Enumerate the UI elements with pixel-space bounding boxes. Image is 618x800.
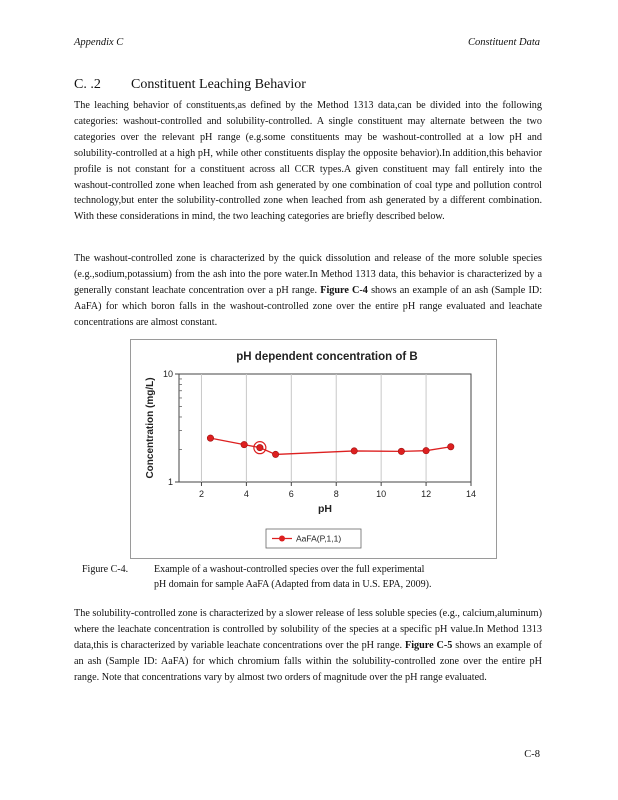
- data-point: [351, 448, 357, 454]
- paragraph-text: shows an example of an ash (Sample ID: AaFA) for which chromium falls within the solubility-controlled zone over the entire pH range. Note that concentrations vary by almost two orders of magnitude over the pH range evaluated.: [74, 639, 543, 683]
- paragraph-solubility-controlled: [74, 606, 542, 686]
- caption-label: Figure C-4.: [82, 564, 129, 575]
- paragraph-leaching-behavior: The leaching behavior of constituents,as defined by the Method 1313 data,can be divided into the following categories: washout-controlled and solubility-controlled. A single constituent may alternate between the two categories over the relevant pH range (e.g.some constituents may be washout-controlled at a low pH and solubility-controlled at a high pH, while other constituents display the opposite behavior).In addition,this behavior profile is not constant for a constituent across all CCR types.A given constituent may fall entirely into the washout-controlled zone when leached from ash generated by one combination of coal type and pollution control technology,but enter the solubility-controlled zone when leached from ash generated by a different combination. With these considerations in mind, the two leaching categories are briefly described below.: [74, 100, 542, 223]
- caption-line-1: Example of a washout-controlled species over the full experimental: [154, 564, 425, 575]
- legend-marker: [279, 536, 285, 542]
- x-tick-label: 8: [333, 489, 339, 499]
- section-title: Constituent Leaching Behavior: [131, 77, 306, 92]
- data-point: [398, 448, 404, 454]
- legend-label: AaFA(P,1,1): [296, 533, 342, 544]
- plot-area: [179, 374, 471, 482]
- data-point: [423, 447, 429, 453]
- figure-caption: [82, 562, 542, 592]
- data-point: [241, 441, 247, 447]
- x-tick-label: 4: [243, 489, 249, 499]
- x-tick-label: 2: [198, 489, 204, 499]
- chart-frame: [130, 339, 497, 559]
- paragraph-text: The washout-controlled zone is characterized by the quick dissolution and release of the more soluble species (e.g.,sodium,potassium) from the ash into the pore water.In Method 1313 data, this behavior is characterized by a generally constant leachate concentration over a pH range.: [74, 253, 542, 296]
- figure-reference: Figure C-4: [320, 284, 368, 296]
- running-header-left: Appendix C: [74, 37, 124, 48]
- chart-boron-ph: [131, 340, 496, 558]
- x-tick-label: 14: [465, 489, 477, 499]
- x-tick-label: 6: [288, 489, 294, 499]
- paragraph-text: shows an example of an ash (Sample ID: AaFA) for which boron falls in the washout-controlled zone over the entire pH range evaluated and leachate concentrations are almost constant.: [74, 284, 543, 328]
- data-point: [448, 444, 454, 450]
- y-tick-label: 10: [162, 369, 173, 379]
- figure-reference: Figure C-5: [404, 639, 453, 651]
- running-header-right: Constituent Data: [467, 37, 540, 48]
- data-point: [207, 435, 213, 441]
- data-point: [257, 444, 263, 450]
- paragraph-washout-controlled: [74, 251, 542, 331]
- caption-line-2: pH domain for sample AaFA (Adapted from data in U.S. EPA, 2009).: [154, 579, 432, 590]
- page-number: C-8: [524, 749, 540, 760]
- x-tick-label: 10: [376, 489, 387, 499]
- paragraph-text: The solubility-controlled zone is characterized by a slower release of less soluble species (e.g., calcium,aluminum) where the leachate concentration is controlled by solubility of the species at a specific pH value.In Method 1313 data,this is characterized by variable leachate concentrations over the pH range.: [74, 608, 542, 651]
- y-axis-title: Concentration (mg/L): [145, 377, 156, 479]
- x-tick-label: 12: [421, 489, 432, 499]
- section-heading: [74, 77, 306, 93]
- section-number: C. .2: [74, 77, 101, 92]
- y-tick-label: 1: [167, 477, 173, 487]
- chart-title: pH dependent concentration of B: [236, 351, 418, 363]
- data-point: [272, 451, 278, 457]
- x-axis-title: pH: [318, 503, 332, 515]
